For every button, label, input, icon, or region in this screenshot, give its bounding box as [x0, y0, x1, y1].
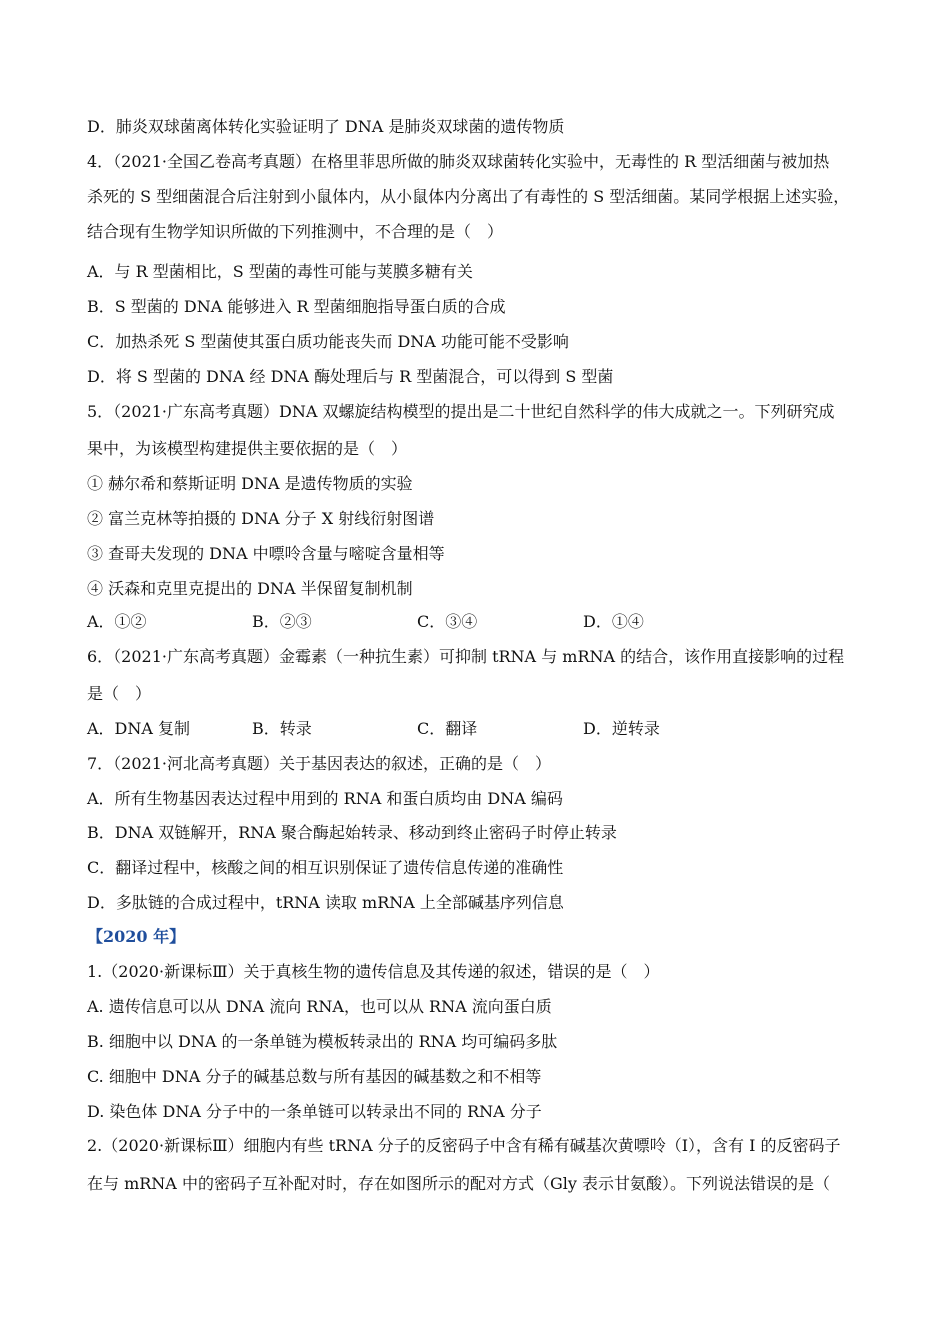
- q2020-2-stem-line1: 2.（2020·新课标Ⅲ）细胞内有些 tRNA 分子的反密码子中含有稀有碱基次黄嘌呤（I），含有 I 的反密码子: [87, 1136, 841, 1155]
- q7-option-d: D．多肽链的合成过程中，tRNA 读取 mRNA 上全部碱基序列信息: [87, 893, 564, 912]
- q4-option-d: D．将 S 型菌的 DNA 经 DNA 酶处理后与 R 型菌混合，可以得到 S 型菌: [87, 367, 614, 386]
- q5-option-c: C．③④: [417, 612, 478, 631]
- q6-options: [87, 718, 787, 740]
- q7-option-a: A．所有生物基因表达过程中用到的 RNA 和蛋白质均由 DNA 编码: [87, 789, 563, 808]
- q6-option-d: D．逆转录: [583, 719, 660, 738]
- q5-option-a: A．①②: [87, 612, 147, 631]
- q2020-1-stem: 1.（2020·新课标Ⅲ）关于真核生物的遗传信息及其传递的叙述，错误的是（ ）: [87, 962, 660, 981]
- q6-option-b: B．转录: [252, 719, 312, 738]
- q5-item-1: ① 赫尔希和蔡斯证明 DNA 是遗传物质的实验: [87, 474, 413, 493]
- q4-stem-line1: 4．（2021·全国乙卷高考真题）在格里菲思所做的肺炎双球菌转化实验中，无毒性的 R 型活细菌与被加热: [87, 152, 830, 171]
- q4-stem-line3: 结合现有生物学知识所做的下列推测中，不合理的是（ ）: [87, 222, 504, 241]
- q4-option-b: B．S 型菌的 DNA 能够进入 R 型菌细胞指导蛋白质的合成: [87, 297, 506, 316]
- q6-option-c: C．翻译: [417, 719, 478, 738]
- q4-option-c: C．加热杀死 S 型菌使其蛋白质功能丧失而 DNA 功能可能不受影响: [87, 332, 569, 351]
- q5-item-2: ② 富兰克林等拍摄的 DNA 分子 X 射线衍射图谱: [87, 509, 435, 528]
- section-heading-2020: 【2020 年】: [87, 927, 186, 946]
- q5-stem-line1: 5．（2021·广东高考真题）DNA 双螺旋结构模型的提出是二十世纪自然科学的伟大成就之一。下列研究成: [87, 402, 835, 421]
- q6-stem-line2: 是（ ）: [87, 684, 152, 703]
- q6-stem-line1: 6．（2021·广东高考真题）金霉素（一种抗生素）可抑制 tRNA 与 mRNA 的结合，该作用直接影响的过程: [87, 647, 845, 666]
- q2020-1-option-b: B. 细胞中以 DNA 的一条单链为模板转录出的 RNA 均可编码多肽: [87, 1032, 558, 1051]
- q7-option-c: C．翻译过程中，核酸之间的相互识别保证了遗传信息传递的准确性: [87, 858, 564, 877]
- q2020-1-option-a: A. 遗传信息可以从 DNA 流向 RNA，也可以从 RNA 流向蛋白质: [87, 997, 552, 1016]
- q2020-1-option-d: D. 染色体 DNA 分子中的一条单链可以转录出不同的 RNA 分子: [87, 1102, 542, 1121]
- q5-stem-line2: 果中，为该模型构建提供主要依据的是（ ）: [87, 439, 408, 458]
- q5-item-4: ④ 沃森和克里克提出的 DNA 半保留复制机制: [87, 579, 413, 598]
- q7-stem: 7．（2021·河北高考真题）关于基因表达的叙述，正确的是（ ）: [87, 754, 551, 773]
- q4-option-a: A．与 R 型菌相比，S 型菌的毒性可能与荚膜多糖有关: [87, 262, 473, 281]
- q2020-1-option-c: C. 细胞中 DNA 分子的碱基总数与所有基因的碱基数之和不相等: [87, 1067, 542, 1086]
- q3-option-d: D．肺炎双球菌离体转化实验证明了 DNA 是肺炎双球菌的遗传物质: [87, 117, 565, 136]
- q5-option-b: B．②③: [252, 612, 312, 631]
- q2020-2-stem-line2: 在与 mRNA 中的密码子互补配对时，存在如图所示的配对方式（Gly 表示甘氨酸）。下列说法错误的是（: [87, 1174, 830, 1193]
- q6-option-a: A．DNA 复制: [87, 719, 191, 738]
- q5-item-3: ③ 查哥夫发现的 DNA 中嘌呤含量与嘧啶含量相等: [87, 544, 445, 563]
- q5-option-d: D．①④: [583, 612, 644, 631]
- q7-option-b: B．DNA 双链解开，RNA 聚合酶起始转录、移动到终止密码子时停止转录: [87, 823, 617, 842]
- q5-options: [87, 611, 787, 633]
- q4-stem-line2: 杀死的 S 型细菌混合后注射到小鼠体内，从小鼠体内分离出了有毒性的 S 型活细菌。某同学根据上述实验，: [87, 187, 850, 206]
